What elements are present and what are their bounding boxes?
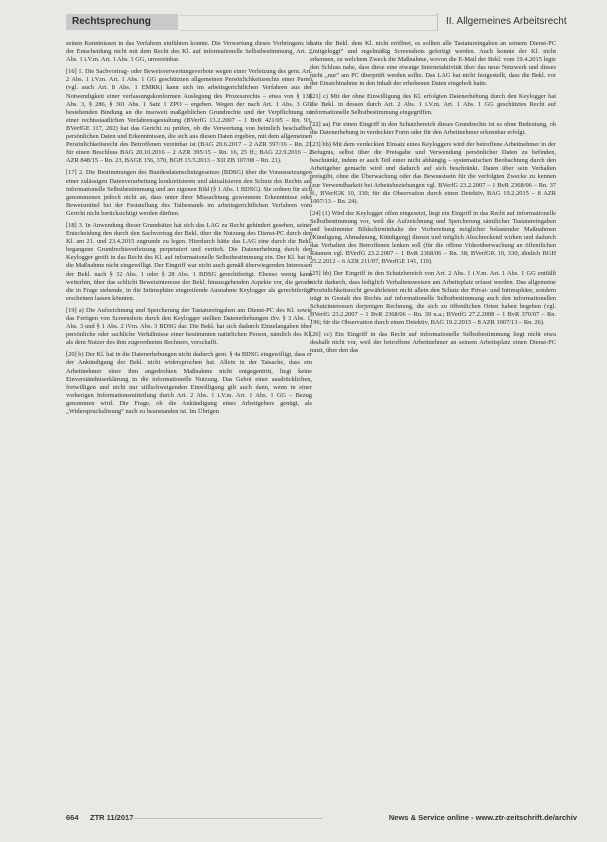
page-number: 664 (66, 813, 79, 822)
paragraph: [16] 1. Die Sachvortrag- oder Beweisverwertungsverbote wegen einer Verletzung des gem. Art. 2 Abs. 1 i.V.m. Art. 1 Abs. 1 GG geschützten allgemeinen Persönlichkeitsrechts einer Partei (vgl. auch Art. 8 Abs. 1 EMRK) kann sich im arbeitsgerichtlichen Verfahren aus der Notwendigkeit einer verfassungskonformen Auslegung des Prozessrechts – etwa von § 138 Abs. 3, § 286, § 301 Abs. 1 Satz 1 ZPO – ergeben. Wegen der nach Art. 1 Abs. 3 GG bestehenden Bindung an die insoweit maßgeblichen Grundrechte und der Verpflichtung zu einer rechtsstaatlichen Verfahrensgestaltung (BVerfG 13.2.2007 – 1 BvR 421/05 – Rn. 93, BVerfGE 117, 202) hat das Gericht zu prüfen, ob die Verwertung von heimlich beschafften persönlichen Daten und Erkenntnissen, die sich aus diesen Daten ergeben, mit dem allgemeinen Persönlichkeitsrecht des Betroffenen vereinbar ist (BAG 20.6.2017 – 2 AZR 597/16 – Rn. 21 für einen Beschluss BAG 20.10.2016 – 2 AZR 395/15 – Rn. 16, 25 ff.; BAG 22.9.2016 – 2 AZR 848/15 – Rn. 23, BAGE 156, 370, BGH 15.5.2013 – XII ZB 107/08 – Rn. 21). (66, 68, 312, 165)
paragraph: [17] 2. Die Bestimmungen des Bundesdatenschutzgesetzes (BDSG) über die Voraussetzungen einer zulässigen Datenverarbeitung konkretisieren und aktualisieren den Schutz des Rechts auf informationelle Selbstbestimmung und am eigenen Bild (§ 1 Abs. 1 BDSG). Sie ordnen für sich genommenen jedoch nicht an, dass unter ihrer Missachtung gewonnene Erkenntnisse oder Beweismittel bei der Feststellung des Tatbestands im arbeitsgerichtlichen Verfahren vom Gericht nicht berücksichtigt werden dürften. (66, 169, 312, 217)
paragraph: [18] 3. In Anwendung dieser Grundsätze hat sich das LAG zu Recht gehindert gesehen, seiner Entscheidung den durch den Sachvortrag der Bekl. über die Nutzung des Dienst-PC durch den Kl. am 21. und 23.4.2015 zugrunde zu legen. Hierdurch hätte das LAG eine durch die Bekl. begangene Grundrechtsverletzung perpetuiert und vertieft. Die Datenerhebung durch den Keylogger greift in das Recht des Kl. auf informationelle Selbstbestimmung ein. Der Kl. hat in die Maßnahme nicht eingewilligt. Der Eingriff war nicht auch gemäß überwiegenden Interessen der Bekl. nach § 32 Abs. 1 oder § 28 Abs. 1 BDSG gerechtfertigt. Ebenso wenig kann weiterhin, über das schlicht Beweisinteresse der Bekl. hinausgehenden Aspekte vor, die gerade die in Frage stehende, in die Intimsphäre eingreifende Ausnahme Keylogger als gerechtfertigt erscheinen lassen könnten. (66, 221, 312, 302)
chapter-label: II. Allgemeines Arbeitsrecht (437, 13, 577, 31)
right-column (310, 40, 556, 808)
paragraph: [25] bb) Der Eingriff in den Schutzbereich von Art. 2 Abs. 1 i.V.m. Art. 1 Abs. 1 GG entfällt nicht dadurch, dass lediglich Verhaltensweisen am Arbeitsplatz erfasst werden. Das allgemeine Persönlichkeitsrecht gewährleistet nicht allein den Schutz der Privat- und Intimsphäre, sondern trägt in Gestalt des Rechts auf informationelle Selbstbestimmung auch den informationellen Schutzinteressen derjenigen Rechnung, die sich zu öffentlichen Orten haben begeben (vgl. BVerfG 23.2.2007 – 1 BvR 2368/06 – Rn. 39 u.a.; BVerfG 27.2.2008 – 1 BvR 370/07 – Rn. 196; für die Observation durch einen Detektiv, BAG 19.2.2015 – 8 AZR 1007/13 – Rn. 26). (310, 270, 556, 326)
paragraph: [23] bb) Mit dem verdeckten Einsatz eines Keyloggers wird der betroffene Arbeitnehmer in der Befugnis, selbst über die Preisgabe und Verwendung persönlicher Daten zu befinden, beschränkt, indem er auch Teil einer nicht abhängig – systematischen Beobachtung durch den Arbeitgeber gemacht wird und dadurch auf sich beschränkt. Daten über sein Verhalten preisgibt, ohne die Überwachung oder das Bewusstsein für die verfolgten Zwecke zu kennen (zur Verwendbarkeit bei Arbeitsbeziehungen vgl. BVerfG 23.2.2007 – 1 BvR 2368/06 – Rn. 37 ff., BVerfGK 10, 330; für die Observation durch einen Detektiv, BAG 19.2.2015 – 8 AZR 1007/13 – Rn. 24). (310, 141, 556, 205)
paragraph: [20] b) Der Kl. hat in die Datenerhebungen nicht dadurch gem. § 4a BDSG eingewilligt, dass er der Ankündigung der Bekl. nicht widersprochen hat. Allein in der Tatsache, dass ein Arbeitnehmer einer ihm angedrohten Maßnahme nicht entgegentritt, liegt keine Einverständniserklärung in die informationelle Nutzung. Das Gebot einer ausdrücklichen, freiwilligen und nicht nur stillschweigenden Einwilligung gilt auch dann, wenn in einer vorherigen Informationsmitteilung durch Art. 2 Abs. 1 i.V.m. Art. 1 Abs. 1 GG – Bezug genommen wird. Die Frage, ob die Ankündigung eines Arbeitgebers genügt, als „Widerspruchslösung“ nach zu beanstanden ist. Im Übrigen (66, 351, 312, 416)
paragraph: [19] a) Die Aufzeichnung und Speicherung der Tastatureingaben am Dienst-PC des Kl. sowie das Fertigen von Screenshots durch den Keylogger stellten Datenerhebungen iSv. § 3 Abs. 1, Abs. 3 und § 1 Abs. 2 iVm. Abs. 3 BDSG dar. Die Bekl. hat sich dadurch Einzelangaben über persönliche oder sachliche Verhältnisse einer bestimmten natürlichen Person, nämlich des Kl. als dem Nutzer des ihm zugeordneten Rechners, verschafft. (66, 306, 312, 347)
paragraph: seinen Kenntnissen in das Verfahren einführen konnte. Die Verwertung dieses Vorbringens ist der Entscheidung nicht mit dem Recht des Kl. auf informationelle Selbstbestimmung, Art. 2 Abs. 1 i.V.m. Art. 1 Abs. 1 GG, unvereinbar. (66, 40, 312, 64)
paragraph: hatte die Bekl. dem Kl. nicht eröffnet, es sollten alle Tastatureingaben an seinem Dienst-PC „mitgeloggt“ und regelmäßig Screenshots gefertigt werden. Auch konnte der Kl. nicht erkennen, zu welchem Zweck die Maßnahme, wovon die E-Mail der Bekl. vom 19.4.2015 legte den Schluss nahe, dass diese eine etwaige Internetaktivität über das neue Netzwerk und dieses nicht „nur“ am PC überprüft werden sollte. Das LAG hat nicht festgestellt, dass die Bekl. vor der Einsichtnahme in den Inhalt der erhobenen Daten eingeholt hatte. (310, 40, 556, 88)
paragraph: [22] aa) Für einen Eingriff in den Schutzbereich dieses Grundrechts ist es ohne Bedeutung, ob die Datenerhebung in verdeckter Form oder für den Arbeitnehmer erkennbar erfolgt. (310, 120, 556, 136)
footer-link[interactable]: News & Service online - www.ztr-zeitschrift.de/archiv (388, 813, 577, 822)
section-label: Rechtsprechung (66, 14, 178, 30)
page-footer (66, 812, 577, 826)
paragraph: [26] cc) Ein Eingriff in das Recht auf informationelle Selbstbestimmung liegt nicht etwa deshalb nicht vor, weil der betroffene Arbeitnehmer an seinem Arbeitsplatz einen Dienst-PC nutzt, über den das (310, 331, 556, 355)
paragraph: [21] c) Mit der ohne Einwilligung des Kl. erfolgten Datenerhebung durch den Keylogger hat die Bekl. in dessen durch Art. 2 Abs. 1 i.V.m. Art. 1 Abs. 1 GG geschütztes Recht auf informationelle Selbstbestimmung eingegriffen. (310, 92, 556, 116)
footer-rule (126, 818, 322, 819)
paragraph: [24] (1) Wird der Keylogger offen eingesetzt, liegt ein Eingriff in das Recht auf informationelle Selbstbestimmung vor, weil die Aufzeichnung und Speicherung sämtlicher Tastatureingaben und bestimmter Bildschirminhalte der Vorbereitung möglicher belastender Maßnahmen (Kündigung, Abmahnung, Kündigung) dienen und möglich Abschreckend wirken und dadurch das Verhalten des Betroffenen lenken soll (für die offene Videoüberwachung an öffentlichen Räumen vgl. BVerfG 23.2.2007 – 1 BvR 2368/06 – Rn. 38; BVerfGK 10, 330; ähnlich BGH 25.2.2012 – 6 AZR 211/07, BVerfGE 141, 119). (310, 209, 556, 266)
journal-issue: ZTR 11/2017 (90, 813, 134, 822)
left-column (66, 40, 312, 808)
